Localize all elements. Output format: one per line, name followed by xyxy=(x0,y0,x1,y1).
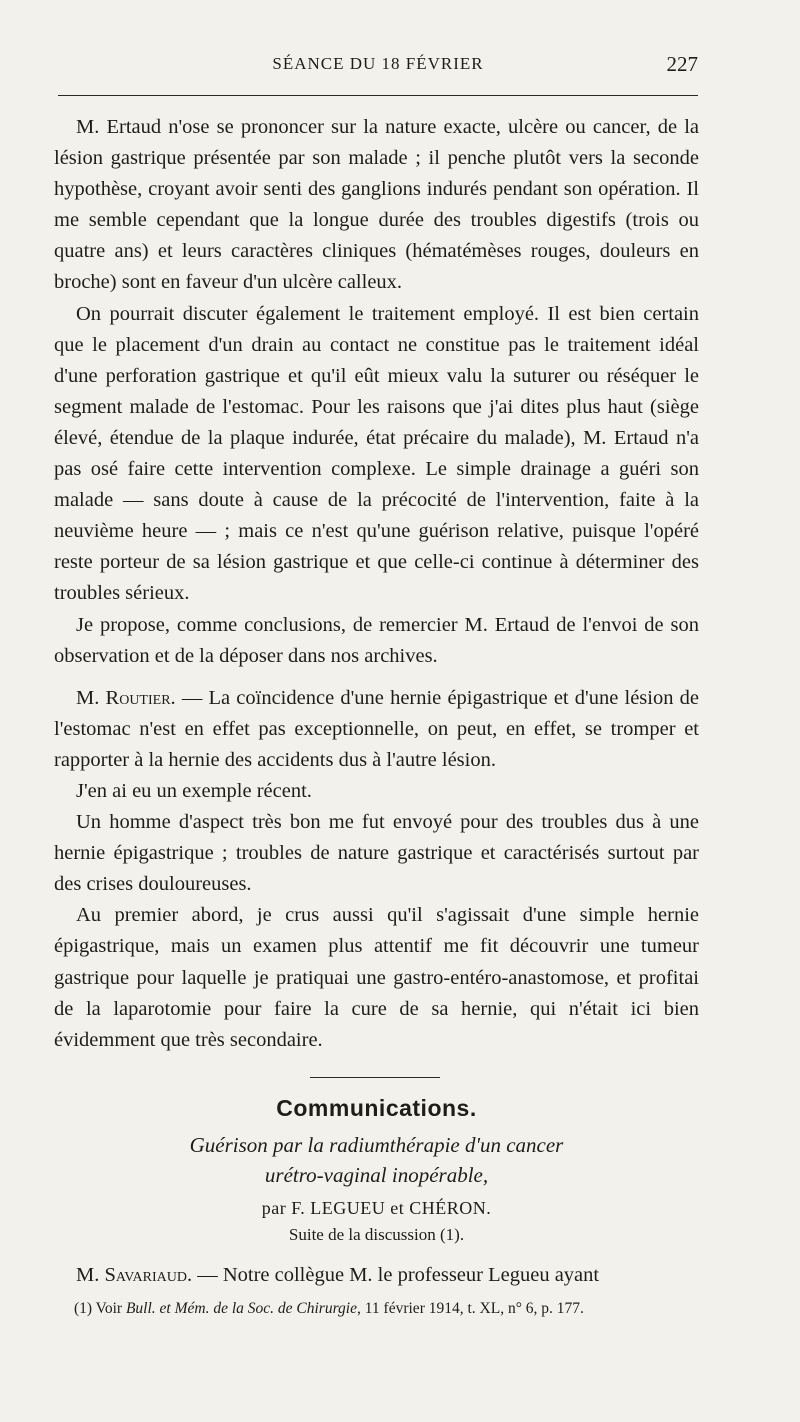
paragraph: J'en ai eu un exemple récent. xyxy=(76,779,312,802)
paragraph: On pourrait discuter également le traitement employé. Il est bien certain que le placement d'un drain au contact ne constitue pas le traitement idéal d'une perforation gastrique et qu'il eût mieux valu la suturer ou réséquer le segment malade de l'estomac. Pour les raisons que j'ai dites plus haut (siège élevé, étendue de la plaque indurée, état précaire du malade), M. Ertaud n'a pas osé faire cette intervention complexe. Le simple drainage a guéri son malade — sans doute à cause de la précocité de l'intervention, faite à la neuvième heure — ; mais ce n'est qu'une guérison relative, puisque l'opéré reste porteur de sa lésion gastrique et que celle-ci continue à déterminer des troubles sérieux. xyxy=(54,302,699,605)
paragraph: Je propose, comme conclusions, de remercier M. Ertaud de l'envoi de son observation et de la déposer dans nos archives. xyxy=(54,613,699,667)
speaker-text: — La coïncidence d'une hernie épigastrique et d'une lésion de l'estomac n'est en effet pas exceptionnelle, on peut, en effet, se tromper et rapporter à la hernie des accidents dus à l'autre lésion. xyxy=(54,686,699,771)
communication-title-line: Guérison par la radiumthérapie d'un cancer xyxy=(189,1133,564,1157)
communication-suite: Suite de la discussion (1). xyxy=(288,1225,465,1244)
footnote-marker: (1) Voir xyxy=(74,1300,126,1317)
communications-section xyxy=(54,1095,699,1245)
communication-title xyxy=(54,1130,699,1190)
paragraph-routier xyxy=(54,683,699,776)
body-text xyxy=(54,112,699,1056)
speaker-name: Savariaud. xyxy=(104,1264,193,1286)
communication-authors: par F. LEGUEU et CHÉRON. xyxy=(261,1198,492,1218)
page-number: 227 xyxy=(666,52,698,76)
paragraph: Un homme d'aspect très bon me fut envoyé pour des troubles dus à une hernie épigastrique ; troubles de nature gastrique et caractérisés surtout par des crises douloureuses. xyxy=(54,811,699,896)
speaker-name: Routier. xyxy=(105,686,176,709)
communication-title-line: urétro-vaginal inopérable, xyxy=(264,1163,489,1187)
speaker-prefix: M. xyxy=(76,686,106,709)
paragraph-savariaud xyxy=(54,1260,699,1291)
paragraph: Au premier abord, je crus aussi qu'il s'agissait d'une simple hernie épigastrique, mais un examen plus attentif me fit découvrir une tumeur gastrique pour laquelle je pratiquai une gastro-entéro-anastomose, et profitai de la laparotomie pour faire la cure de sa hernie, qui n'était ici bien évidemment que très secondaire. xyxy=(54,904,699,1051)
speaker-prefix: M. xyxy=(76,1264,105,1286)
footnote-journal: Bull. et Mém. de la Soc. de Chirurgie xyxy=(125,1300,357,1317)
header-rule xyxy=(58,95,698,96)
speaker-text: — Notre collègue M. le professeur Legueu ayant xyxy=(192,1264,600,1286)
paragraph: M. Ertaud n'ose se prononcer sur la nature exacte, ulcère ou cancer, de la lésion gastrique présentée par son malade ; il penche plutôt vers la seconde hypothèse, croyant avoir senti des ganglions indurés pendant son opération. Il me semble cependant que la longue durée des troubles digestifs (trois ou quatre ans) et leurs caractères cliniques (hématémèses rouges, douleurs en broche) sont en faveur d'un ulcère calleux. xyxy=(54,116,699,294)
footnote xyxy=(60,1298,700,1320)
section-heading: Communications. xyxy=(276,1095,477,1121)
running-title: SÉANCE DU 18 FÉVRIER xyxy=(272,54,484,73)
footnote-rest: , 11 février 1914, t. XL, n° 6, p. 177. xyxy=(357,1300,584,1317)
section-separator xyxy=(310,1077,440,1078)
running-header xyxy=(58,52,698,82)
